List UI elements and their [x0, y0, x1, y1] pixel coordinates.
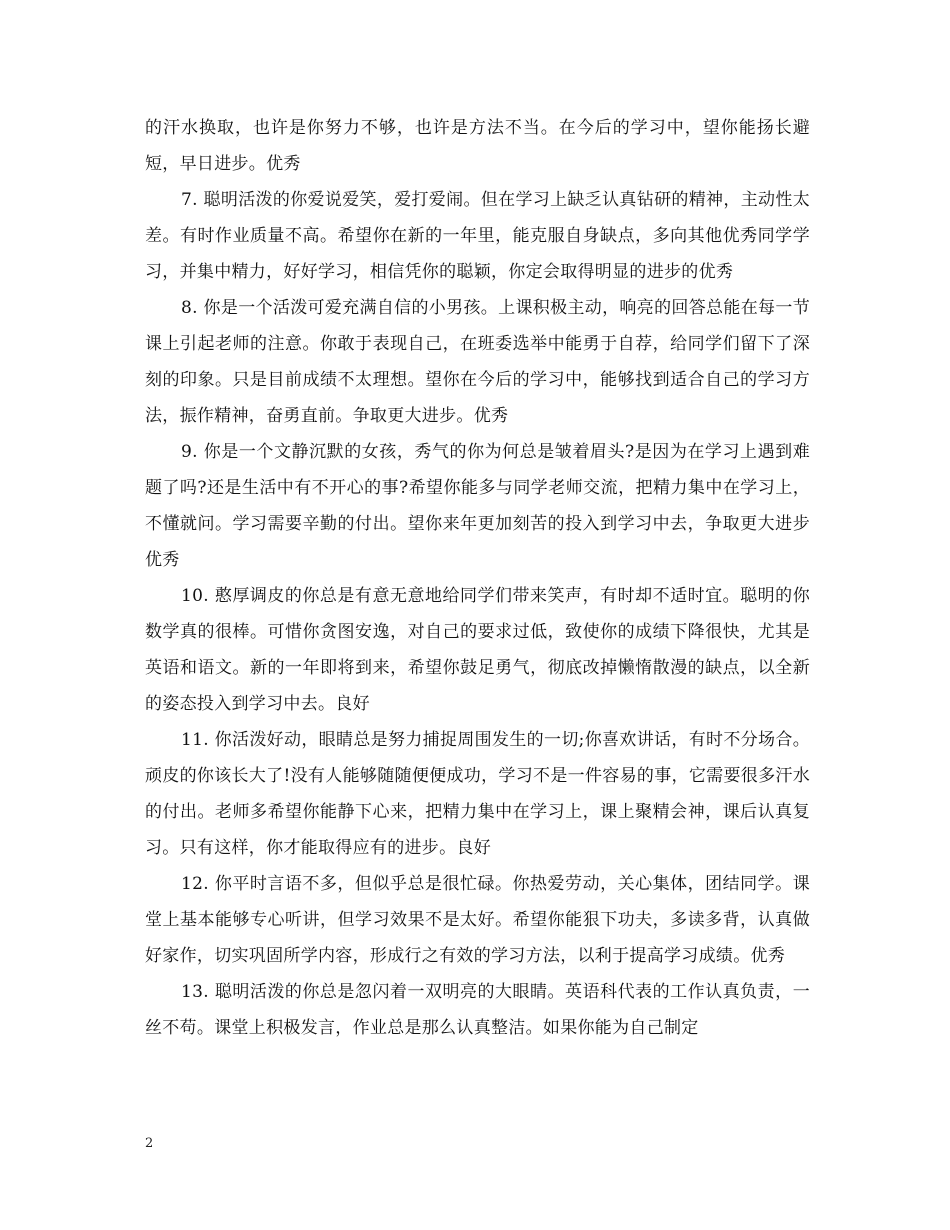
- page-number: 2: [145, 1136, 154, 1151]
- document-body: [145, 110, 810, 1046]
- paragraph-continuation: 的汗水换取，也许是你努力不够，也许是方法不当。在今后的学习中，望你能扬长避短，早日进步。优秀: [145, 118, 810, 174]
- paragraph-comment-13: 13. 聪明活泼的你总是忽闪着一双明亮的大眼睛。英语科代表的工作认真负责，一丝不苟。课堂上积极发言，作业总是那么认真整洁。如果你能为自己制定: [145, 982, 810, 1038]
- paragraph-comment-7: 7. 聪明活泼的你爱说爱笑，爱打爱闹。但在学习上缺乏认真钻研的精神，主动性太差。有时作业质量不高。希望你在新的一年里，能克服自身缺点，多向其他优秀同学学习，并集中精力，好好学习，相信凭你的聪颖，你定会取得明显的进步的优秀: [145, 190, 810, 282]
- paragraph-comment-11: 11. 你活泼好动，眼睛总是努力捕捉周围发生的一切;你喜欢讲话，有时不分场合。顽皮的你该长大了!没有人能够随随便便成功，学习不是一件容易的事，它需要很多汗水的付出。老师多希望你能静下心来，把精力集中在学习上，课上聚精会神，课后认真复习。只有这样，你才能取得应有的进步。良好: [145, 730, 810, 858]
- paragraph-comment-12: 12. 你平时言语不多，但似乎总是很忙碌。你热爱劳动，关心集体，团结同学。课堂上基本能够专心听讲，但学习效果不是太好。希望你能狠下功夫，多读多背，认真做好家作，切实巩固所学内容，形成行之有效的学习方法，以利于提高学习成绩。优秀: [145, 874, 810, 966]
- paragraph-comment-10: 10. 憨厚调皮的你总是有意无意地给同学们带来笑声，有时却不适时宜。聪明的你数学真的很棒。可惜你贪图安逸，对自己的要求过低，致使你的成绩下降很快，尤其是英语和语文。新的一年即将到来，希望你鼓足勇气，彻底改掉懒惰散漫的缺点，以全新的姿态投入到学习中去。良好: [145, 586, 810, 714]
- paragraph-comment-8: 8. 你是一个活泼可爱充满自信的小男孩。上课积极主动，响亮的回答总能在每一节课上引起老师的注意。你敢于表现自己，在班委选举中能勇于自荐，给同学们留下了深刻的印象。只是目前成绩不太理想。望你在今后的学习中，能够找到适合自己的学习方法，振作精神，奋勇直前。争取更大进步。优秀: [145, 298, 810, 426]
- paragraph-comment-9: 9. 你是一个文静沉默的女孩，秀气的你为何总是皱着眉头?是因为在学习上遇到难题了吗?还是生活中有不开心的事?希望你能多与同学老师交流，把精力集中在学习上，不懂就问。学习需要辛勤的付出。望你来年更加刻苦的投入到学习中去，争取更大进步优秀: [145, 442, 810, 570]
